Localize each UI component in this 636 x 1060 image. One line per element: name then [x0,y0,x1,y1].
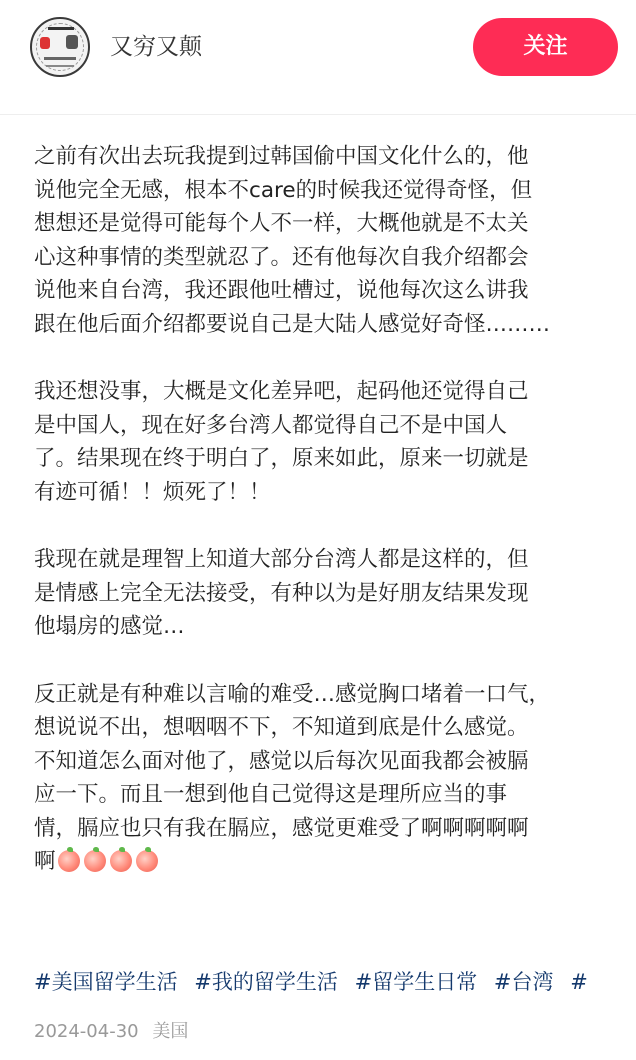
text-line: 了。结果现在终于明白了，原来如此，原来一切就是 [34,446,529,472]
hashtag[interactable]: #台湾 [493,970,554,994]
post-header [0,0,636,100]
post-date: 2024-04-30 [34,1021,139,1042]
emoji-row [58,846,162,880]
text-line: 说他完全无感，根本不care的时候我还觉得奇怪，但 [34,177,533,203]
peach-emoji-icon [136,850,158,872]
hashtag[interactable]: #留学生日常 [354,970,478,994]
hashtag[interactable]: #我的留学生活 [194,970,338,994]
username[interactable]: 又穷又颠 [110,34,202,60]
follow-button[interactable]: 关注 [473,18,618,76]
hashtag[interactable]: # [570,970,588,994]
text-line: 想说说不出，想咽咽不下，不知道到底是什么感觉。 [34,715,529,741]
text-line: 应一下。而且一想到他自己觉得这是理所应当的事 [34,782,508,808]
text-line: 说他来自台湾，我还跟他吐槽过，说他每次这么讲我 [34,278,529,304]
avatar-detail [66,35,78,49]
last-line-text: 啊 [34,849,56,875]
hashtag[interactable]: #美国留学生活 [34,970,178,994]
post-paragraph [34,543,609,644]
post-paragraph [34,678,609,880]
post-meta [34,1019,196,1045]
peach-emoji-icon [84,850,106,872]
hashtag-list [34,967,598,997]
post-location: 美国 [152,1021,189,1042]
text-line: 是情感上完全无法接受，有种以为是好朋友结果发现 [34,580,529,606]
text-line: 是中国人，现在好多台湾人都觉得自己不是中国人 [34,412,508,438]
text-line: 不知道怎么面对他了，感觉以后每次见面我都会被膈 [34,748,529,774]
text-line: 反正就是有种难以言喻的难受…感觉胸口堵着一口气， [34,681,551,707]
post-paragraph [34,140,609,342]
text-line: 我还想没事，大概是文化差异吧，起码他还觉得自己 [34,379,529,405]
post-paragraph [34,375,609,509]
avatar-detail [44,57,76,60]
avatar-detail [46,65,74,67]
avatar-detail [40,37,50,49]
text-line: 跟在他后面介绍都要说自己是大陆人感觉好奇怪……… [34,311,551,337]
avatar-detail [48,27,74,30]
header-divider [0,114,636,115]
avatar[interactable] [30,17,90,77]
text-line: 之前有次出去玩我提到过韩国偷中国文化什么的，他 [34,144,529,169]
peach-emoji-icon [110,850,132,872]
text-line: 心这种事情的类型就忍了。还有他每次自我介绍都会 [34,244,529,270]
text-line: 他塌房的感觉… [34,614,185,640]
text-line: 想想还是觉得可能每个人不一样，大概他就是不太关 [34,211,529,237]
text-line: 有迹可循！！烦死了！！ [34,479,271,505]
text-line: 我现在就是理智上知道大部分台湾人都是这样的，但 [34,547,529,573]
text-line [34,845,609,879]
text-line: 情，膈应也只有我在膈应，感觉更难受了啊啊啊啊啊 [34,815,529,841]
post-body [34,140,609,913]
peach-emoji-icon [58,850,80,872]
